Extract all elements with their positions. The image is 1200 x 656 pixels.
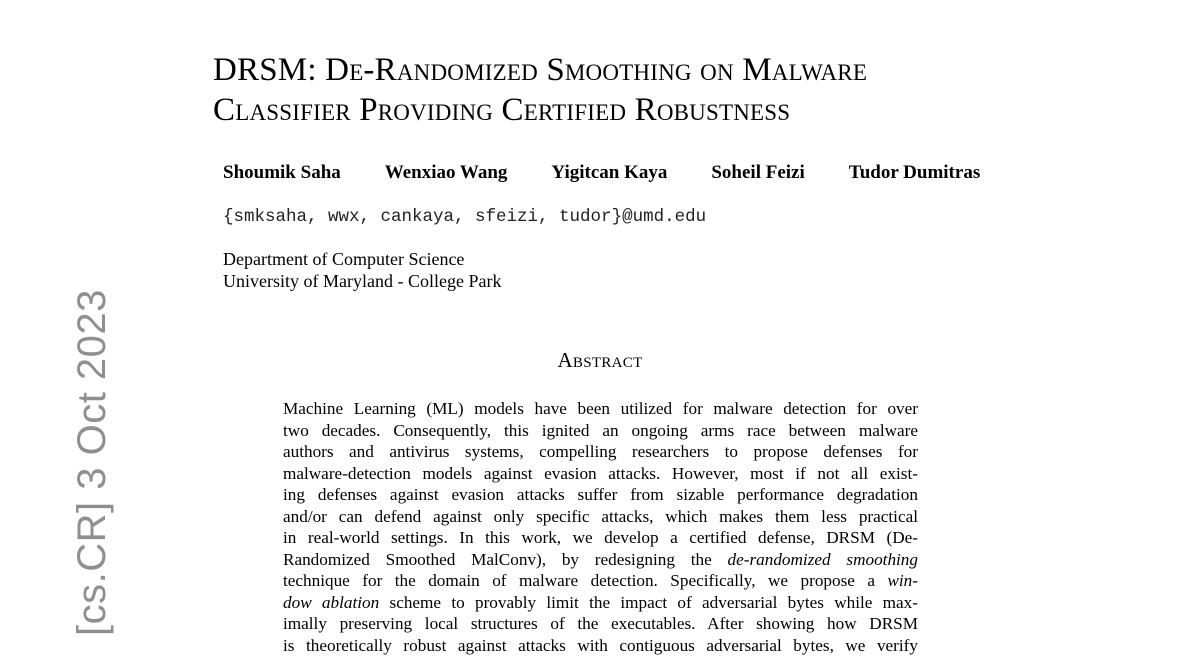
abstract-line bbox=[283, 484, 918, 506]
abstract-text: ing defenses against evasion attacks suffer from sizable performance degradation bbox=[283, 485, 918, 504]
abstract-line-text bbox=[283, 420, 918, 442]
affiliation-department: Department of Computer Science bbox=[223, 248, 501, 270]
abstract-line-text bbox=[283, 592, 918, 614]
abstract-line bbox=[283, 398, 918, 420]
abstract-body bbox=[283, 398, 918, 656]
abstract-text: and/or can defend against only specific attacks, which makes them less practical bbox=[283, 507, 918, 526]
abstract-line-text bbox=[283, 484, 918, 506]
abstract-line bbox=[283, 613, 918, 635]
abstract-text: is theoretically robust against attacks with contiguous adversarial bytes, we verify bbox=[283, 636, 918, 655]
abstract-text: Machine Learning (ML) models have been utilized for malware detection for over bbox=[283, 399, 918, 418]
affiliation-university: University of Maryland - College Park bbox=[223, 270, 501, 292]
abstract-text: malware-detection models against evasion attacks. However, most if not all exist- bbox=[283, 464, 918, 483]
abstract-line-text bbox=[283, 441, 918, 463]
abstract-text: technique for the domain of malware detection. Specifically, we propose a bbox=[283, 571, 887, 590]
abstract-line bbox=[283, 549, 918, 571]
paper-title bbox=[213, 50, 1053, 130]
abstract-text: two decades. Consequently, this ignited an ongoing arms race between malware bbox=[283, 421, 918, 440]
abstract-line-text bbox=[283, 506, 918, 528]
abstract-line-text bbox=[283, 527, 918, 549]
abstract-line bbox=[283, 635, 918, 656]
abstract-line bbox=[283, 441, 918, 463]
arxiv-stamp-text: [cs.CR] 3 Oct 2023 bbox=[70, 289, 114, 636]
abstract-line-text bbox=[283, 635, 918, 656]
abstract-line-text bbox=[283, 613, 918, 635]
author-name: Tudor Dumitras bbox=[849, 160, 980, 186]
abstract-text: Randomized Smoothed MalConv), by redesigning the bbox=[283, 550, 728, 569]
abstract-line-text bbox=[283, 463, 918, 485]
abstract-line bbox=[283, 570, 918, 592]
abstract-emphasis: dow ablation bbox=[283, 593, 379, 612]
abstract-line-text bbox=[283, 398, 918, 420]
author-name: Wenxiao Wang bbox=[385, 160, 508, 186]
abstract-emphasis: de-randomized smoothing bbox=[728, 550, 919, 569]
author-emails: {smksaha, wwx, cankaya, sfeizi, tudor}@umd.edu bbox=[223, 205, 706, 229]
abstract-text: imally preserving local structures of the executables. After showing how DRSM bbox=[283, 614, 918, 633]
author-list bbox=[223, 160, 980, 186]
abstract-line bbox=[283, 592, 918, 614]
title-line-2: Classifier Providing Certified Robustness bbox=[213, 90, 1053, 130]
affiliation bbox=[223, 248, 501, 292]
abstract-line-text bbox=[283, 549, 918, 571]
author-name: Yigitcan Kaya bbox=[551, 160, 667, 186]
abstract-text: authors and antivirus systems, compelling researchers to propose defenses for bbox=[283, 442, 918, 461]
abstract-line bbox=[283, 527, 918, 549]
abstract-line bbox=[283, 420, 918, 442]
author-name: Soheil Feizi bbox=[711, 160, 804, 186]
abstract-line-text bbox=[283, 570, 918, 592]
abstract-emphasis: win- bbox=[887, 571, 918, 590]
abstract-text: in real-world settings. In this work, we develop a certified defense, DRSM (De- bbox=[283, 528, 918, 547]
title-line-1: DRSM: De-Randomized Smoothing on Malware bbox=[213, 50, 1053, 90]
abstract-line bbox=[283, 506, 918, 528]
author-name: Shoumik Saha bbox=[223, 160, 341, 186]
abstract-line bbox=[283, 463, 918, 485]
abstract-text: scheme to provably limit the impact of adversarial bytes while max- bbox=[379, 593, 918, 612]
abstract-heading: Abstract bbox=[0, 346, 1200, 374]
